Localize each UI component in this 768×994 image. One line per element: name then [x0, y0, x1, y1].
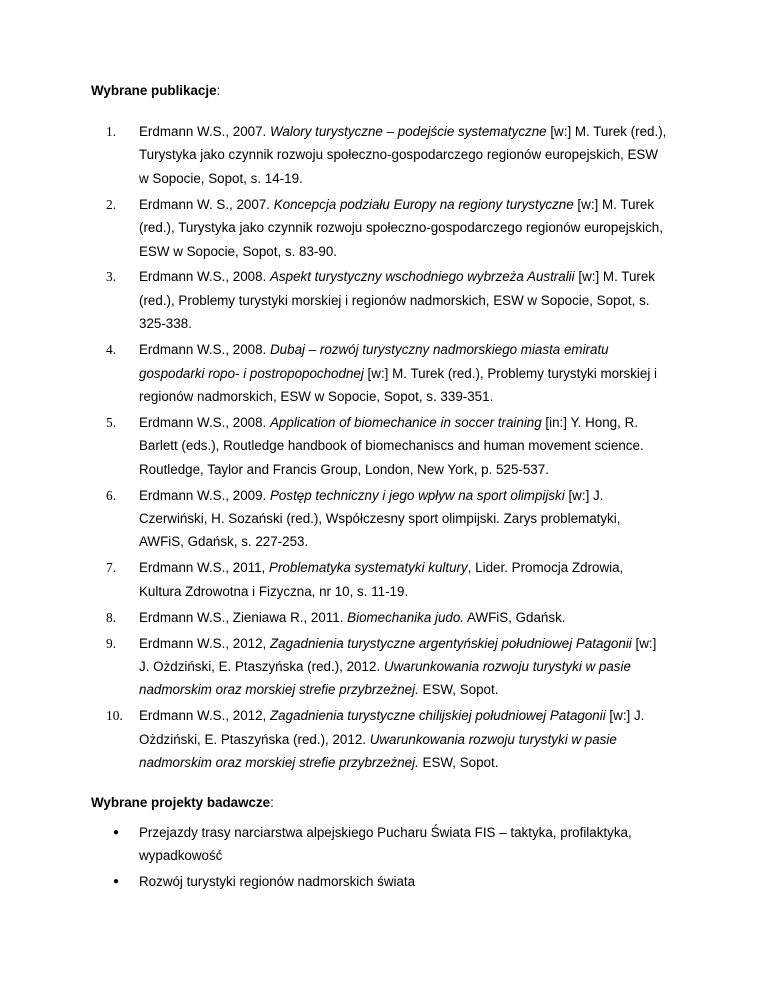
bullet-icon: ●: [113, 876, 120, 888]
publication-source: [w:] M. Turek (red.), Problemy turystyki morskiej i regionów nadmorskich, ESW w Sopocie, Sopot, s. 339-351.: [139, 365, 657, 404]
publication-authors: Erdmann W.S., 2011,: [139, 560, 270, 576]
publication-number: 3.: [106, 269, 117, 285]
publications-heading-colon: :: [216, 83, 221, 98]
publication-title: Walory turystyczne – podejście systematyczne: [270, 124, 547, 139]
publication-source: [w:] M. Turek (red.), Turystyka jako czynnik rozwoju społeczno-gospodarczego regionów europejskich, ESW w Sopocie, Sopot, s. 14-19.: [139, 124, 667, 186]
publication-item: [0, 265, 768, 335]
publication-item: [0, 704, 768, 774]
publication-source: [w:] J. Czerwiński, H. Sozański (red.), Współczesny sport olimpijski. Zarys problematyki, AWFiS, Gdańsk, s. 227-253.: [139, 487, 621, 550]
publication-number: 8.: [106, 609, 117, 625]
publication-source: , Lider. Promocja Zdrowia, Kultura Zdrowotna i Fizyczna, nr 10, s. 11-19.: [139, 560, 624, 599]
publication-authors: Erdmann W.S., Zieniawa R., 2011.: [139, 609, 348, 625]
publication-item: [0, 556, 768, 603]
publication-book-title: Uwarunkowania rozwoju turystyki w pasie nadmorskim oraz morskiej strefie przybrzeżnej.: [139, 658, 631, 698]
publication-publisher: ESW, Sopot.: [418, 755, 499, 771]
publication-item: [0, 338, 768, 408]
publication-authors: Erdmann W.S., 2008.: [139, 269, 270, 285]
publication-authors: Erdmann W. S., 2007.: [139, 196, 274, 212]
projects-heading-label: Wybrane projekty badawcze: [91, 795, 271, 810]
publication-item: [0, 411, 768, 481]
project-text: Rozwój turystyki regionów nadmorskich świata: [139, 874, 416, 890]
project-text: Przejazdy trasy narciarstwa alpejskiego Pucharu Świata FIS – taktyka, profilaktyka, wypadkowość: [139, 825, 632, 864]
publication-book-title: Uwarunkowania rozwoju turystyki w pasie nadmorskim oraz morskiej strefie przybrzeżnej.: [139, 731, 617, 771]
project-item: [0, 870, 768, 893]
publication-title: Application of biomechanice in soccer training: [270, 414, 542, 430]
publication-title: Zagadnienia turystyczne argentyńskiej południowej Patagonii: [270, 635, 632, 651]
publication-title: Postęp techniczny i jego wpływ na sport olimpijski: [270, 487, 565, 503]
projects-heading-colon: :: [270, 795, 274, 810]
publication-authors: Erdmann W.S., 2012,: [139, 635, 270, 651]
bullet-icon: ●: [113, 827, 120, 838]
project-item: [0, 821, 768, 868]
publication-authors: Erdmann W.S., 2012,: [139, 708, 270, 724]
publication-source: [w:] M. Turek (red.), Turystyka jako czynnik rozwoju społeczno-gospodarczego regionów europejskich, ESW w Sopocie, Sopot, s. 83-90.: [139, 196, 663, 259]
publication-title: Problematyka systematyki kultury: [269, 560, 468, 576]
publications-heading-label: Wybrane publikacje: [91, 83, 217, 98]
publication-title: Koncepcja podziału Europy na regiony turystyczne: [273, 196, 574, 212]
publication-item: [0, 193, 768, 263]
publication-title: Dubaj – rozwój turystyczny nadmorskiego miasta emiratu gospodarki ropo- i postropopochodnej: [139, 342, 609, 381]
publication-source: [in:] Y. Hong, R. Barlett (eds.), Routledge handbook of biomechaniscs and human movement science. Routledge, Taylor and Francis Group, London, New York, p. 525-537.: [139, 414, 644, 477]
publication-source: [w:] M. Turek (red.), Problemy turystyki morskiej i regionów nadmorskich, ESW w Sopocie, Sopot, s. 325-338.: [139, 269, 655, 332]
publication-source: [w:] J. Ożdziński, E. Ptaszyńska (red.), 2012.: [139, 635, 657, 674]
projects-heading: [91, 794, 274, 812]
publication-number: 6.: [106, 487, 117, 503]
projects-list: [0, 821, 768, 896]
publication-number: 5.: [106, 414, 117, 430]
publication-item: [0, 632, 768, 702]
publications-list: [0, 120, 768, 777]
publication-title: Aspekt turystyczny wschodniego wybrzeża Australii: [270, 269, 575, 285]
publication-authors: Erdmann W.S., 2008.: [139, 342, 270, 358]
publication-title: Zagadnienia turystyczne chilijskiej południowej Patagonii: [270, 708, 606, 724]
publication-number: 9.: [106, 635, 117, 651]
publication-publisher: ESW, Sopot.: [418, 682, 499, 698]
publication-source: [w:] J. Ożdziński, E. Ptaszyńska (red.), 2012.: [139, 708, 645, 747]
publication-number: 7.: [106, 560, 117, 576]
publication-authors: Erdmann W.S., 2007.: [139, 124, 270, 139]
publication-authors: Erdmann W.S., 2008.: [139, 414, 270, 430]
publication-number: 4.: [106, 342, 117, 358]
publication-item: [0, 484, 768, 554]
publications-heading: [91, 82, 220, 100]
publication-item: [0, 606, 768, 629]
publication-authors: Erdmann W.S., 2009.: [139, 487, 270, 503]
publication-number: 1.: [106, 124, 117, 139]
publication-item: [0, 120, 768, 190]
publication-source: AWFiS, Gdańsk.: [464, 609, 566, 625]
publication-number: 10.: [106, 708, 123, 724]
publication-title: Biomechanika judo.: [347, 609, 465, 625]
publication-number: 2.: [106, 196, 117, 212]
